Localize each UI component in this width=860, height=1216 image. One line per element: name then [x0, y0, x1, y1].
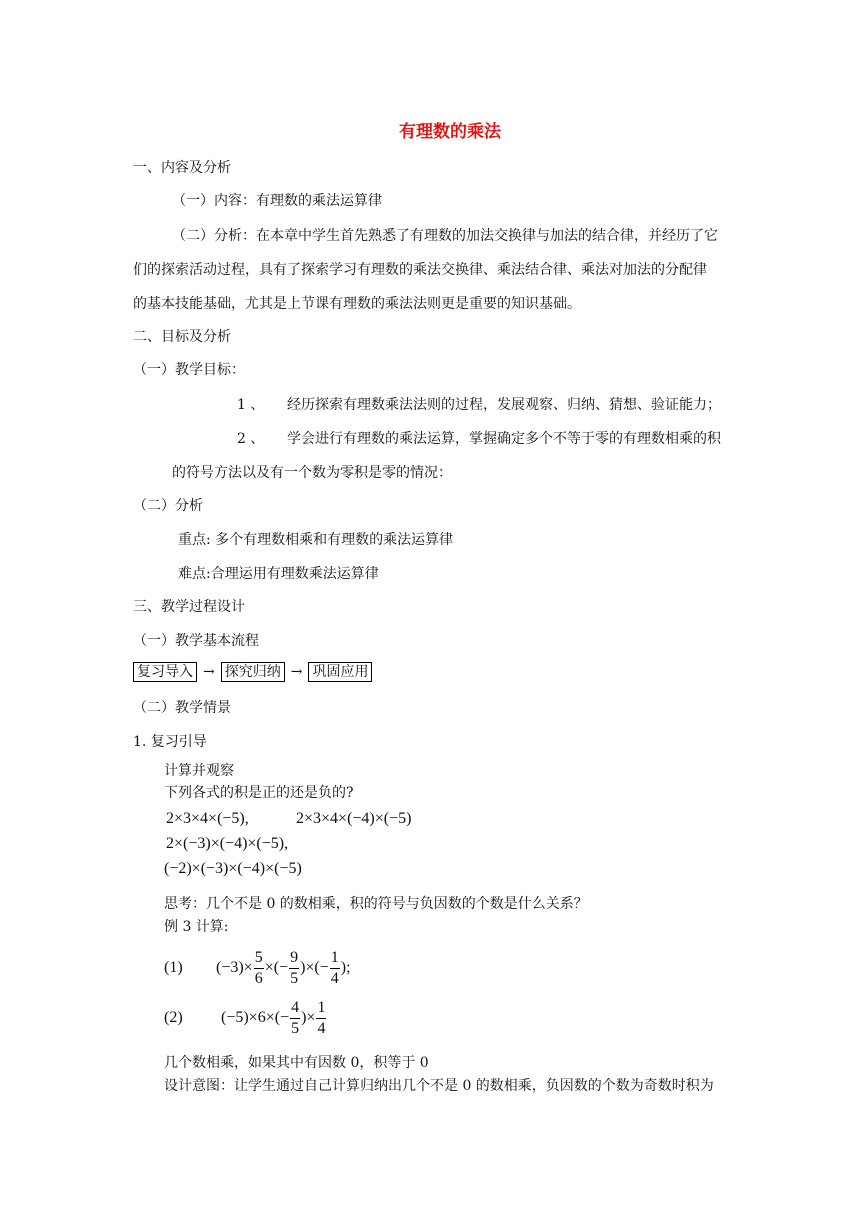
expression-1: 2×3×4×(−5),: [166, 810, 249, 827]
goal-2-number: 2 、: [237, 431, 265, 447]
design-intent: 设计意图：让学生通过自己计算归纳出几个不是 0 的数相乘，负因数的个数为奇数时积为: [164, 1078, 714, 1094]
expression-3: 2×(−3)×(−4)×(−5),: [166, 835, 289, 852]
fraction: $\frac{4}{5}$: [291, 998, 300, 1037]
arrow-icon: →: [203, 664, 215, 680]
flow-step-review: 复习导入: [133, 662, 197, 682]
flow-step-explore: 探究归纳: [221, 662, 285, 682]
example-heading: 例 3 计算:: [164, 919, 229, 935]
example-1: (1) (−3)× $\frac{5}{6}$ ×(− $\frac{9}{5}$ )×(− $\frac{1}{4}$ );: [164, 944, 351, 992]
flow-chart: [133, 662, 372, 682]
goal-2-text: 学会进行有理数的乘法运算，掌握确定多个不等于零的有理数相乘的积: [287, 431, 721, 447]
expression-2: 2×3×4×(−4)×(−5): [296, 810, 412, 827]
scene-heading: （二）教学情景: [133, 700, 231, 716]
goal-1-text: 经历探索有理数乘法法则的过程，发展观察、归纳、猜想、验证能力；: [287, 397, 721, 413]
question: 下列各式的积是正的还是负的?: [164, 785, 354, 801]
fraction: $\frac{5}{6}$: [254, 948, 263, 987]
analysis-line-1: （二）分析：在本章中学生首先熟悉了有理数的加法交换律与加法的结合律，并经历了它: [172, 228, 718, 244]
difficulty: 难点:合理运用有理数乘法运算律: [178, 566, 379, 582]
example-1-part-a: (−3)×: [216, 959, 253, 976]
calc-observe: 计算并观察: [164, 763, 234, 779]
goal-2-continuation: 的符号方法以及有一个数为零积是零的情况：: [172, 465, 452, 481]
fraction: $\frac{1}{4}$: [330, 948, 339, 987]
flow-heading: （一）教学基本流程: [133, 633, 259, 649]
flow-step-apply: 巩固应用: [308, 662, 372, 682]
section-heading-1: 一、内容及分析: [133, 160, 231, 176]
fraction: $\frac{1}{4}$: [317, 998, 326, 1037]
analysis-line-3: 的基本技能基础，尤其是上节课有理数的乘法法则更是重要的知识基础。: [133, 296, 581, 312]
review-heading: 1. 复习引导: [133, 734, 207, 750]
goal-heading: （一）教学目标：: [133, 362, 245, 378]
analysis-heading: （二）分析: [133, 498, 203, 514]
key-point: 重点: 多个有理数相乘和有理数的乘法运算律: [178, 532, 454, 548]
example-2-label: (2): [164, 1009, 183, 1026]
example-1-label: (1): [164, 959, 183, 976]
section-heading-2: 二、目标及分析: [133, 329, 231, 345]
section-heading-3: 三、教学过程设计: [133, 599, 245, 615]
arrow-icon: →: [290, 664, 303, 680]
think-question: 思考：几个不是 0 的数相乘，积的符号与负因数的个数是什么关系？: [164, 896, 588, 912]
fraction: $\frac{9}{5}$: [290, 948, 299, 987]
analysis-line-2: 们的探索活动过程，具有了探索学习有理数的乘法交换律、乘法结合律、乘法对加法的分配律: [133, 262, 707, 278]
content-line: （一）内容：有理数的乘法运算律: [172, 193, 382, 209]
example-2-part-a: (−5)×6×(−: [221, 1009, 290, 1026]
expression-4: (−2)×(−3)×(−4)×(−5): [164, 860, 302, 877]
example-2: (2) (−5)×6×(− $\frac{4}{5}$ )× $\frac{1}{4}$: [164, 994, 327, 1042]
page-title: 有理数的乘法: [399, 122, 501, 142]
goal-1-number: 1 、: [237, 397, 265, 413]
zero-rule: 几个数相乘，如果其中有因数 0，积等于 0: [164, 1055, 429, 1071]
